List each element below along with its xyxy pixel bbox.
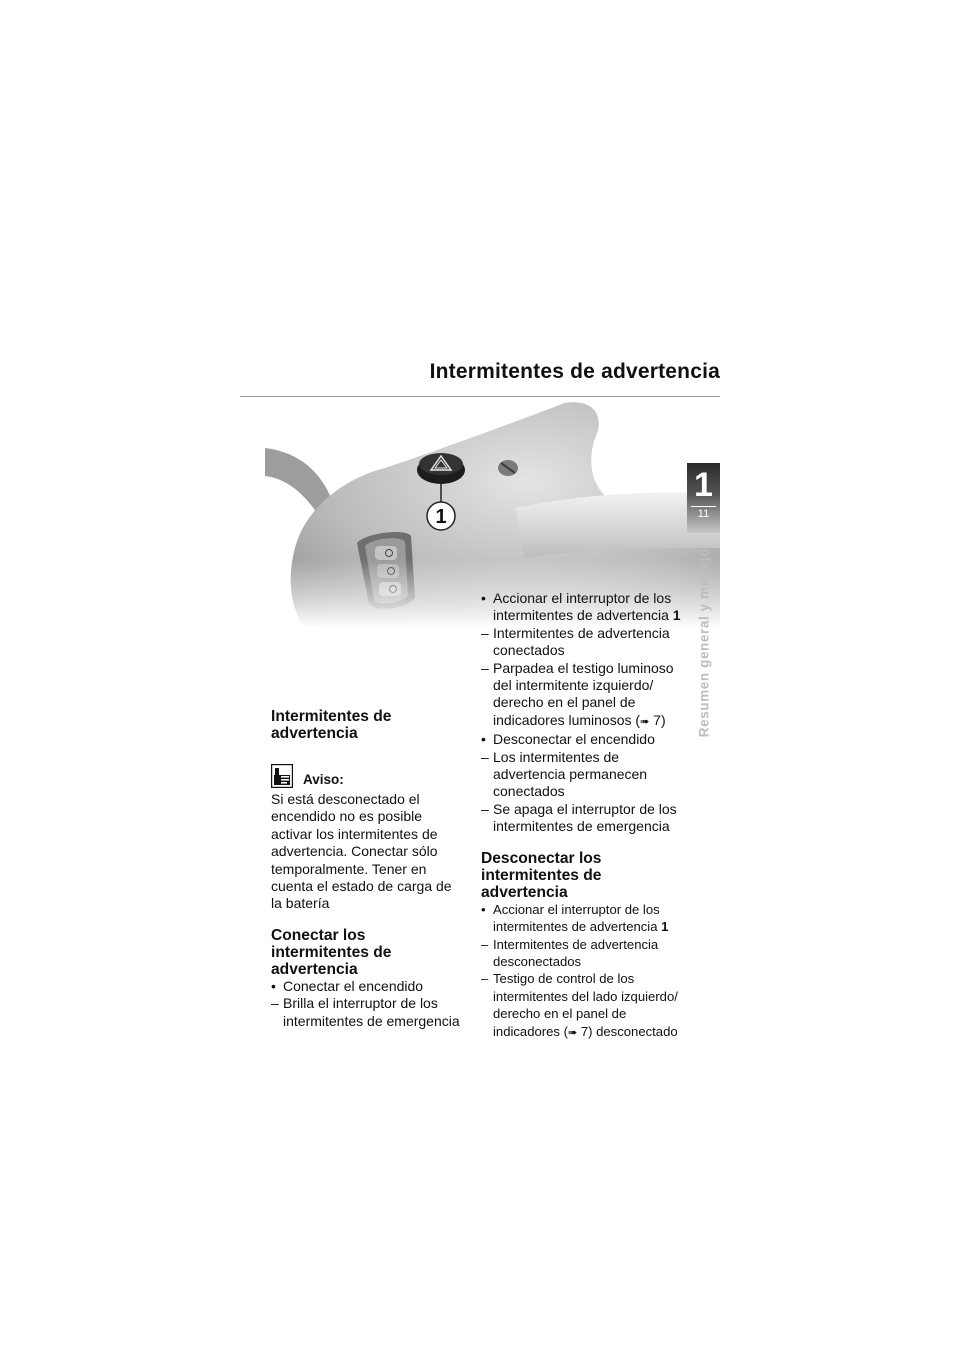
list-item: – Intermitentes de advertencia conectados bbox=[481, 624, 670, 659]
chapter-number: 1 bbox=[694, 466, 713, 504]
page-number: 11 bbox=[697, 508, 710, 520]
list-item: – Intermitentes de advertencia desconectados bbox=[481, 936, 659, 969]
section-heading-connect: Conectar los intermitentes de advertencia bbox=[271, 926, 392, 978]
list-item: • Conectar el encendido bbox=[271, 977, 424, 994]
page-ref-arrow-icon: ➠ bbox=[640, 715, 650, 728]
note-header bbox=[271, 764, 466, 788]
list-item: – Testigo de control de los intermitentes del lado izquierdo/ derecho en el panel de indicadores (➠ 7) desconectado bbox=[481, 971, 678, 1039]
list-item: – Los intermitentes de advertencia permanecen conectados bbox=[481, 748, 648, 800]
list-item: – Parpadea el testigo luminoso del intermitente izquierdo/ derecho en el panel de indicadores luminosos (➠ 7) bbox=[481, 659, 674, 728]
callout-ref: 1 bbox=[661, 919, 669, 935]
note-text: Si está desconectado el encendido no es posible activar los intermitentes de advertencia. Conectar sólo temporalmente. Tener en cuenta el estado de carga de la batería bbox=[271, 791, 452, 912]
page-title: Intermitentes de advertencia bbox=[429, 360, 720, 383]
list-item: – Se apaga el interruptor de los intermitentes de emergencia bbox=[481, 800, 677, 835]
chapter-side-label: Resumen general y manejo bbox=[696, 548, 712, 738]
chapter-tab-divider bbox=[691, 506, 716, 507]
list-item: • Accionar el interruptor de los intermitentes de advertencia 1 bbox=[481, 901, 669, 935]
section-heading-disconnect: Desconectar los intermitentes de advertencia bbox=[481, 849, 602, 901]
disconnect-steps bbox=[481, 901, 681, 1042]
title-divider bbox=[240, 396, 720, 397]
note-hand-icon bbox=[271, 764, 293, 788]
list-item: • Accionar el interruptor de los intermitentes de advertencia 1 bbox=[481, 590, 681, 624]
page-ref-arrow-icon: ➠ bbox=[567, 1026, 578, 1039]
left-column bbox=[271, 708, 466, 1030]
connect-result-steps bbox=[481, 590, 681, 836]
right-column bbox=[481, 590, 681, 1042]
list-item: • Desconectar el encendido bbox=[481, 731, 655, 748]
callout-ref: 1 bbox=[672, 607, 681, 624]
list-item: – Brilla el interruptor de los intermitentes de emergencia bbox=[271, 995, 460, 1029]
note-label: Aviso: bbox=[303, 772, 344, 787]
section-heading-hazard: Intermitentes de advertencia bbox=[271, 708, 392, 742]
connect-steps bbox=[271, 978, 466, 1030]
